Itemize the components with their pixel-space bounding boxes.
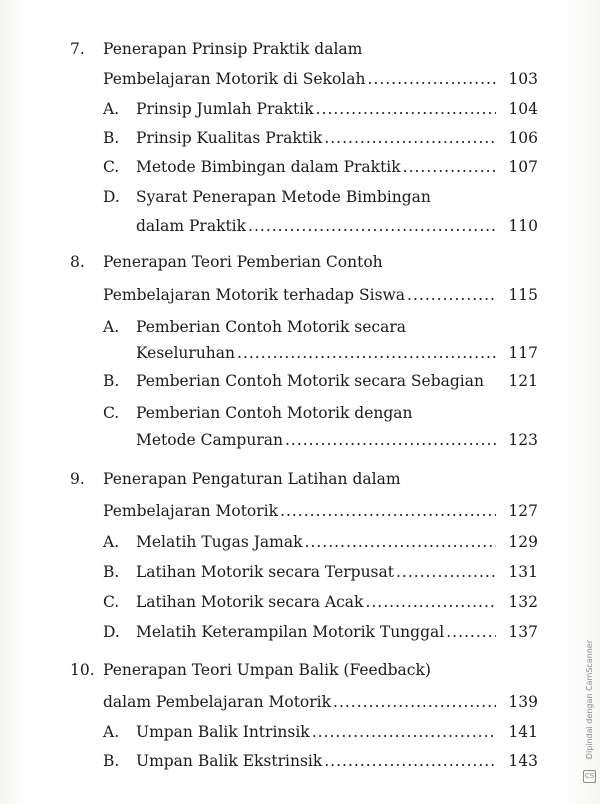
dot-leader xyxy=(305,527,497,557)
toc-chapter-8-line1 xyxy=(0,247,600,277)
sub-title: Umpan Balik Intrinsik xyxy=(136,723,310,741)
sub-letter: C. xyxy=(103,158,120,176)
sub-title-cont: dalam Praktik xyxy=(136,217,247,235)
toc-sub-entry xyxy=(0,527,600,557)
toc-entry-leader xyxy=(136,527,500,557)
toc-sub-entry xyxy=(0,717,600,747)
sub-letter: B. xyxy=(103,129,120,147)
dot-leader xyxy=(312,717,496,747)
sub-letter: B. xyxy=(103,372,120,390)
sub-title: Pemberian Contoh Motorik secara xyxy=(136,318,407,336)
toc-sub-entry xyxy=(0,123,600,153)
sub-title: Pemberian Contoh Motorik secara Sebagian xyxy=(136,372,484,390)
toc-entry-leader xyxy=(103,687,500,717)
dot-leader xyxy=(407,280,496,310)
chapter-number: 7. xyxy=(70,40,85,58)
toc-chapter-9-line1 xyxy=(0,464,600,494)
page-number: 121 xyxy=(508,372,538,390)
page-number: 137 xyxy=(508,623,538,641)
chapter-title-cont: Pembelajaran Motorik di Sekolah xyxy=(103,70,366,88)
toc-entry-leader xyxy=(136,557,500,587)
toc-entry-leader xyxy=(103,496,500,526)
dot-leader xyxy=(365,587,496,617)
sub-title-cont: Keseluruhan xyxy=(136,344,236,362)
dot-leader xyxy=(333,687,496,717)
dot-leader xyxy=(280,496,496,526)
toc-entry-leader xyxy=(136,123,500,153)
chapter-title-cont: dalam Pembelajaran Motorik xyxy=(103,693,332,711)
page-number: 141 xyxy=(508,723,538,741)
scanner-watermark: Dipindai dengan CamScanner xyxy=(585,640,594,760)
toc-sub-entry-cont xyxy=(0,425,600,455)
page-number: 129 xyxy=(508,533,538,551)
sub-title: Metode Bimbingan dalam Praktik xyxy=(136,158,401,176)
sub-title: Umpan Balik Ekstrinsik xyxy=(136,752,323,770)
chapter-title: Penerapan Teori Pemberian Contoh xyxy=(103,253,383,271)
sub-title: Prinsip Jumlah Praktik xyxy=(136,100,314,118)
page-number: 139 xyxy=(508,693,538,711)
toc-chapter-7-line2 xyxy=(0,64,600,94)
toc-sub-entry xyxy=(0,152,600,182)
toc-sub-entry xyxy=(0,557,600,587)
sub-letter: B. xyxy=(103,752,120,770)
toc-sub-entry xyxy=(0,398,600,428)
dot-leader xyxy=(285,425,496,455)
sub-letter: A. xyxy=(103,100,120,118)
sub-letter: A. xyxy=(103,533,120,551)
toc-sub-entry-cont xyxy=(0,338,600,368)
sub-letter: B. xyxy=(103,563,120,581)
page-number: 132 xyxy=(508,593,538,611)
sub-letter: D. xyxy=(103,188,120,206)
dot-leader xyxy=(316,94,496,124)
chapter-number: 8. xyxy=(70,253,85,271)
toc-entry-leader xyxy=(136,152,500,182)
toc-chapter-10-line2 xyxy=(0,687,600,717)
sub-letter: C. xyxy=(103,404,120,422)
toc-entry-leader xyxy=(136,587,500,617)
chapter-title-cont: Pembelajaran Motorik xyxy=(103,502,279,520)
toc-entry-leader xyxy=(136,717,500,747)
dot-leader xyxy=(367,64,496,94)
toc-chapter-7-line1 xyxy=(0,34,600,64)
dot-leader xyxy=(396,557,496,587)
toc-sub-entry xyxy=(0,366,600,396)
dot-leader xyxy=(324,123,496,153)
page-number: 143 xyxy=(508,752,538,770)
toc-chapter-9-line2 xyxy=(0,496,600,526)
toc-entry-leader xyxy=(136,211,500,241)
page-number: 123 xyxy=(508,431,538,449)
page-number: 127 xyxy=(508,502,538,520)
sub-title: Melatih Tugas Jamak xyxy=(136,533,303,551)
toc-sub-entry xyxy=(0,94,600,124)
dot-leader xyxy=(446,617,496,647)
toc-sub-entry-cont xyxy=(0,211,600,241)
page-number: 131 xyxy=(508,563,538,581)
sub-title: Syarat Penerapan Metode Bimbingan xyxy=(136,188,431,206)
sub-letter: D. xyxy=(103,623,120,641)
page-number: 117 xyxy=(508,344,538,362)
toc-entry-leader xyxy=(136,94,500,124)
sub-title: Latihan Motorik secara Acak xyxy=(136,593,364,611)
sub-letter: C. xyxy=(103,593,120,611)
toc-entry-leader xyxy=(103,64,500,94)
sub-title: Melatih Keterampilan Motorik Tunggal xyxy=(136,623,445,641)
dot-leader xyxy=(237,338,496,368)
chapter-number: 10. xyxy=(70,661,95,679)
dot-leader xyxy=(248,211,496,241)
chapter-title: Penerapan Teori Umpan Balik (Feedback) xyxy=(103,661,431,679)
toc-entry-leader xyxy=(136,617,500,647)
chapter-number: 9. xyxy=(70,470,85,488)
page-number: 103 xyxy=(508,70,538,88)
sub-title: Prinsip Kualitas Praktik xyxy=(136,129,323,147)
toc-entry-leader xyxy=(136,746,500,776)
page-number: 104 xyxy=(508,100,538,118)
chapter-title: Penerapan Pengaturan Latihan dalam xyxy=(103,470,401,488)
sub-letter: A. xyxy=(103,318,120,336)
sub-title: Latihan Motorik secara Terpusat xyxy=(136,563,394,581)
sub-title: Pemberian Contoh Motorik dengan xyxy=(136,404,413,422)
toc-sub-entry xyxy=(0,617,600,647)
dot-leader xyxy=(324,746,496,776)
page-number: 106 xyxy=(508,129,538,147)
toc-entry-leader xyxy=(136,338,500,368)
toc-sub-entry xyxy=(0,746,600,776)
sub-title-cont: Metode Campuran xyxy=(136,431,283,449)
toc-entry-leader xyxy=(103,280,500,310)
toc-chapter-10-line1 xyxy=(0,655,600,685)
scanner-logo-icon: CS xyxy=(583,770,596,783)
dot-leader xyxy=(403,152,496,182)
page-number: 115 xyxy=(508,286,538,304)
page-number: 110 xyxy=(508,217,538,235)
toc-entry-leader xyxy=(136,425,500,455)
chapter-title-cont: Pembelajaran Motorik terhadap Siswa xyxy=(103,286,406,304)
sub-letter: A. xyxy=(103,723,120,741)
toc-chapter-8-line2 xyxy=(0,280,600,310)
chapter-title: Penerapan Prinsip Praktik dalam xyxy=(103,40,363,58)
toc-sub-entry xyxy=(0,587,600,617)
toc-sub-entry xyxy=(0,182,600,212)
page-number: 107 xyxy=(508,158,538,176)
